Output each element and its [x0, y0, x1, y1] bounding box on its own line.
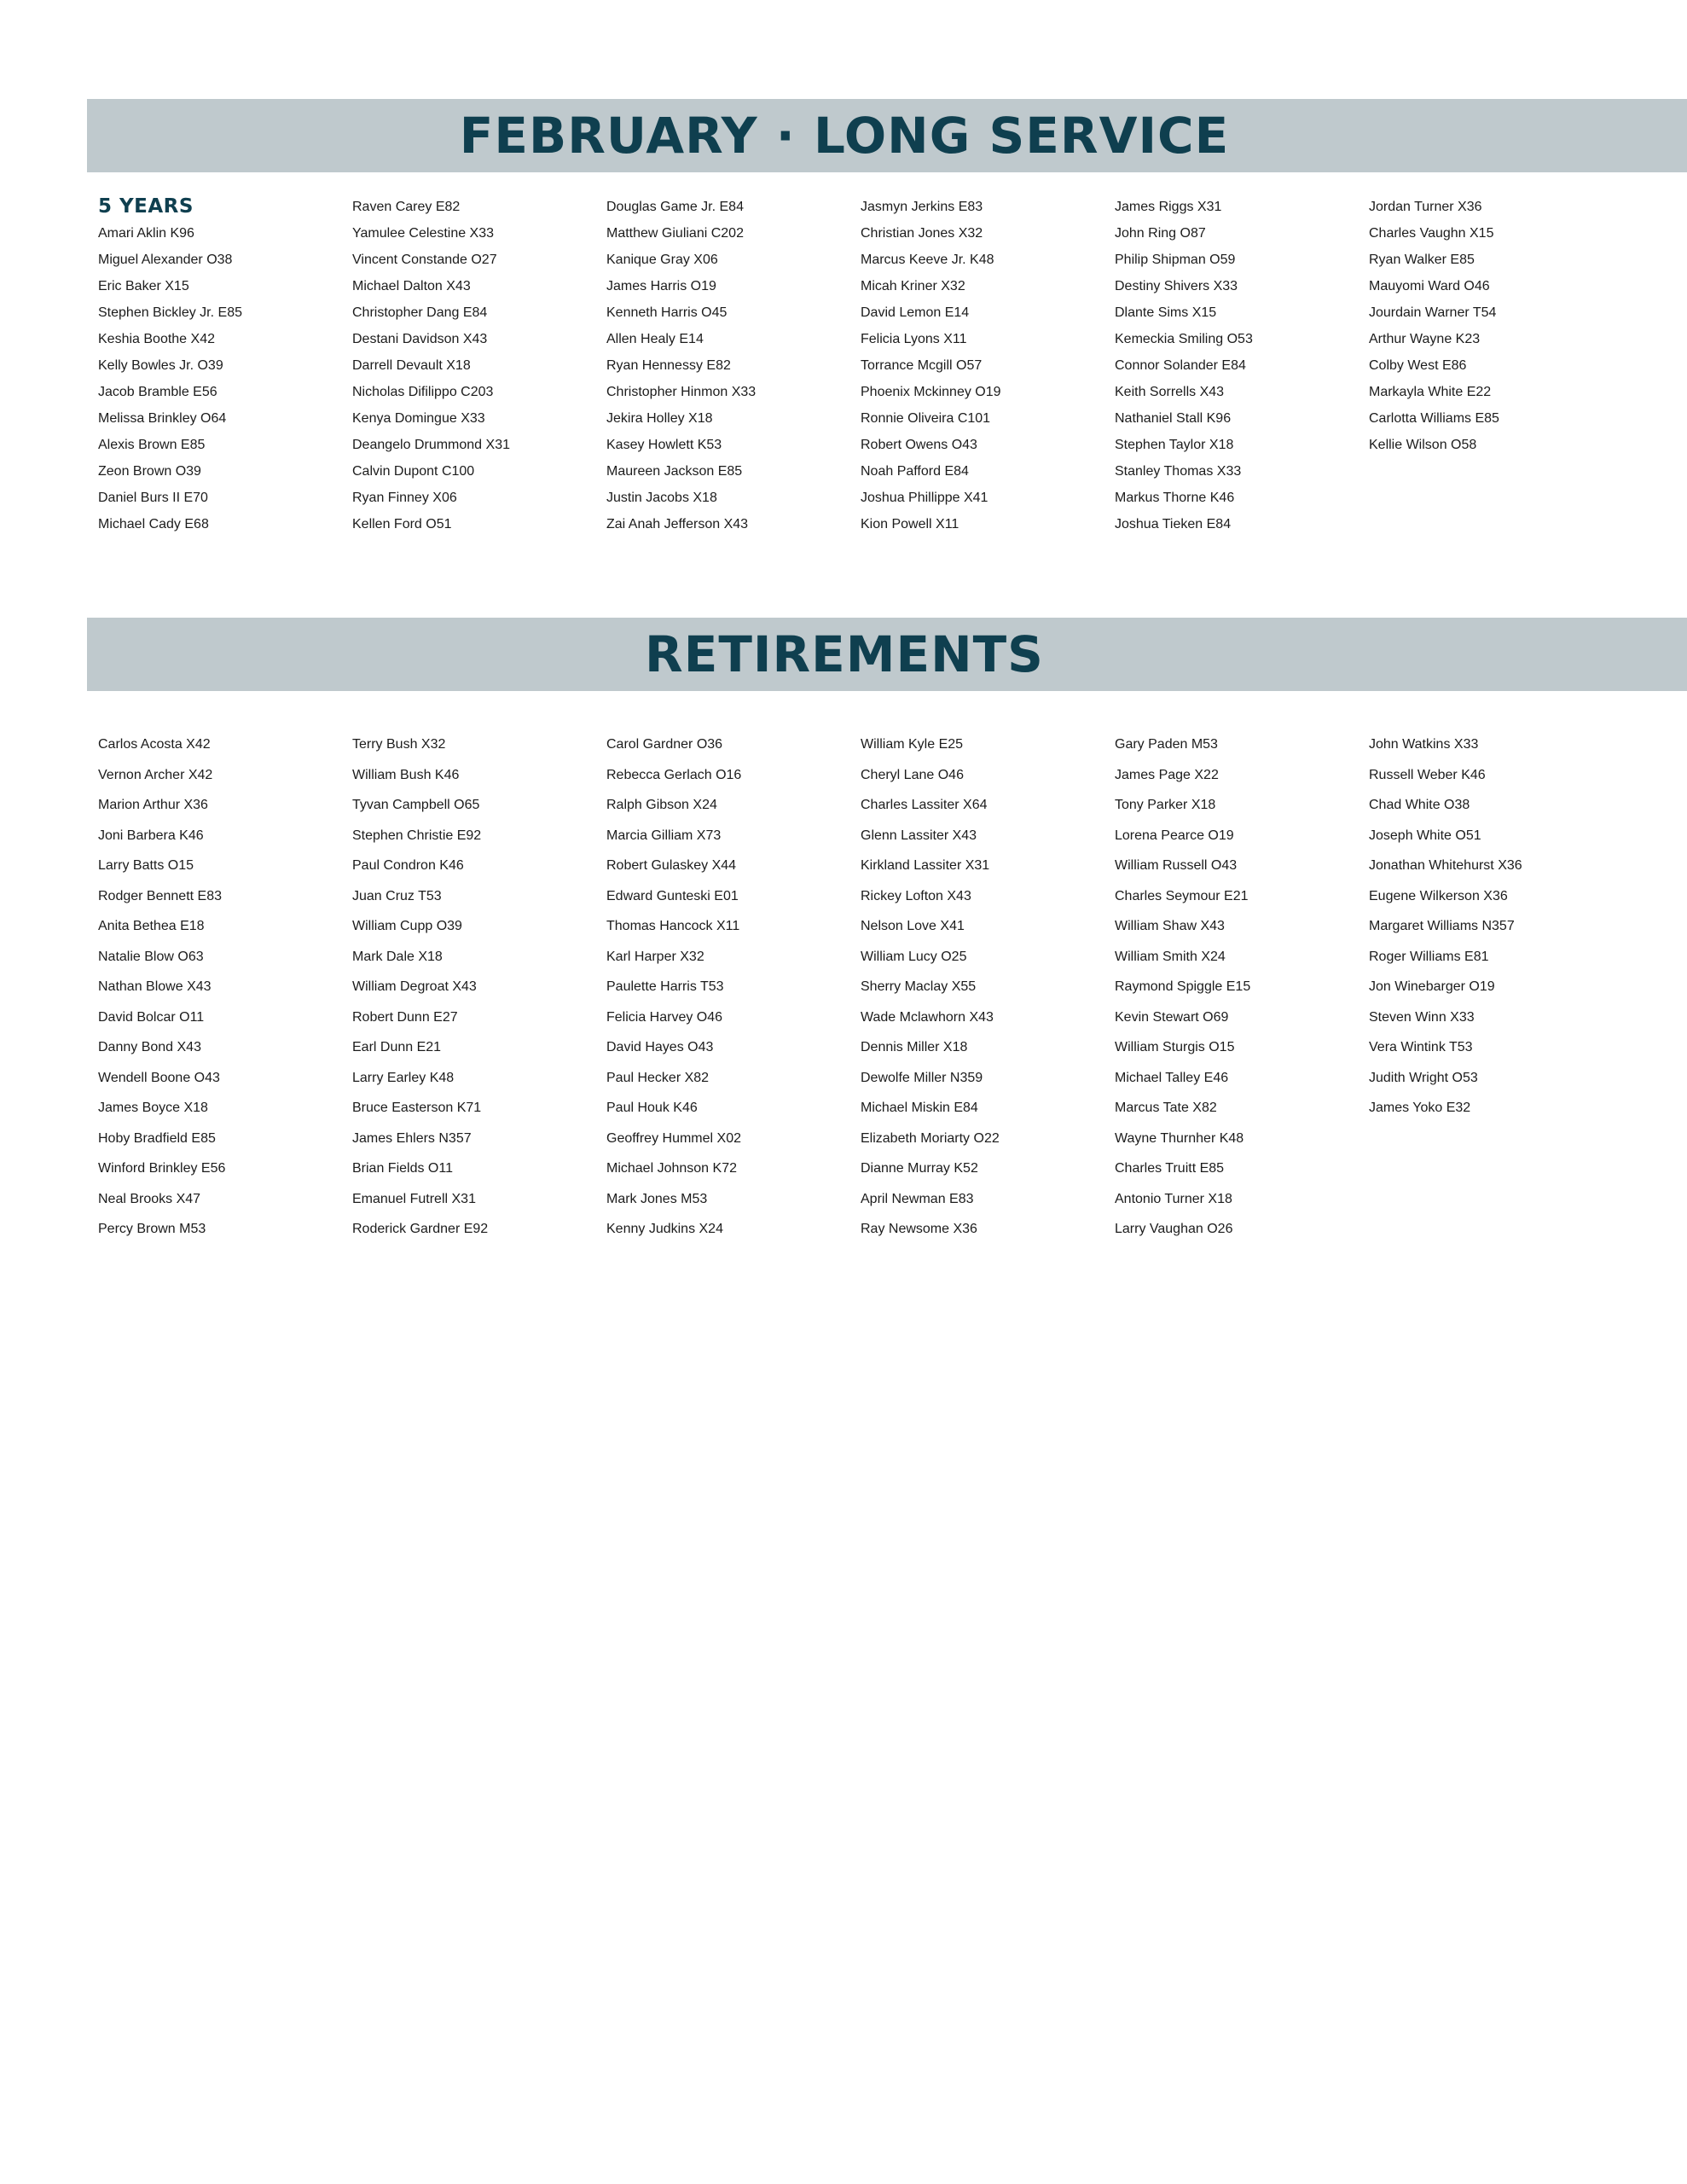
employee-entry: Stanley Thomas X33 — [1115, 464, 1242, 479]
retiree-entry: Steven Winn X33 — [1369, 1009, 1475, 1025]
retirements-column — [1369, 729, 1623, 1245]
retiree-entry: Marcus Tate X82 — [1115, 1101, 1217, 1115]
employee-entry: Ryan Walker E85 — [1369, 253, 1475, 267]
retirements-column — [861, 729, 1115, 1245]
retiree-entry: Carol Gardner O36 — [606, 737, 723, 752]
retiree-entry: Robert Gulaskey X44 — [606, 858, 737, 873]
retiree-entry: William Degroat X43 — [352, 979, 477, 994]
employee-entry: Alexis Brown E85 — [98, 438, 206, 452]
employee-entry: Allen Healy E14 — [606, 332, 704, 346]
retiree-entry: Rodger Bennett E83 — [98, 888, 222, 903]
retiree-entry: Tyvan Campbell O65 — [352, 798, 480, 812]
employee-entry: Torrance Mcgill O57 — [861, 358, 983, 373]
employee-entry: Kenneth Harris O45 — [606, 305, 728, 320]
employee-entry: Nicholas Difilippo C203 — [352, 385, 494, 399]
retiree-entry: Jon Winebarger O19 — [1369, 979, 1495, 994]
retiree-entry: Ralph Gibson X24 — [606, 798, 717, 812]
retiree-entry: William Kyle E25 — [861, 737, 964, 752]
retiree-entry: Thomas Hancock X11 — [606, 919, 740, 933]
employee-entry: Eric Baker X15 — [98, 279, 189, 293]
retiree-entry: Michael Talley E46 — [1115, 1070, 1229, 1085]
retiree-entry: Danny Bond X43 — [98, 1040, 201, 1054]
retiree-entry: Russell Weber K46 — [1369, 767, 1486, 782]
retiree-entry: Eugene Wilkerson X36 — [1369, 888, 1508, 903]
employee-entry: Miguel Alexander O38 — [98, 253, 233, 267]
retiree-entry: Jonathan Whitehurst X36 — [1369, 858, 1522, 873]
retiree-entry: Joseph White O51 — [1369, 828, 1481, 843]
retiree-entry: Paul Hecker X82 — [606, 1070, 710, 1085]
retiree-entry: Michael Johnson K72 — [606, 1161, 737, 1176]
employee-entry: Amari Aklin K96 — [98, 226, 194, 241]
retiree-entry: Tony Parker X18 — [1115, 798, 1216, 812]
retiree-entry: Chad White O38 — [1369, 798, 1470, 812]
retiree-entry: Earl Dunn E21 — [352, 1040, 442, 1054]
retiree-entry: Antonio Turner X18 — [1115, 1191, 1232, 1206]
employee-entry: Jacob Bramble E56 — [98, 385, 217, 399]
employee-entry: James Riggs X31 — [1115, 200, 1222, 214]
retiree-entry: James Yoko E32 — [1369, 1101, 1471, 1115]
employee-entry: Jekira Holley X18 — [606, 411, 713, 426]
employee-entry: Jourdain Warner T54 — [1369, 305, 1497, 320]
employee-entry: Noah Pafford E84 — [861, 464, 969, 479]
employee-entry: Stephen Taylor X18 — [1115, 438, 1234, 452]
retiree-entry: Ray Newsome X36 — [861, 1222, 977, 1236]
retiree-entry: Michael Miskin E84 — [861, 1101, 978, 1115]
retiree-entry: Vernon Archer X42 — [98, 767, 213, 782]
retiree-entry: Kevin Stewart O69 — [1115, 1009, 1229, 1025]
employee-entry: Jasmyn Jerkins E83 — [861, 200, 983, 214]
employee-entry: Destani Davidson X43 — [352, 332, 488, 346]
retiree-entry: Felicia Harvey O46 — [606, 1009, 723, 1025]
retiree-entry: Charles Seymour E21 — [1115, 888, 1249, 903]
employee-entry: Kasey Howlett K53 — [606, 438, 722, 452]
employee-entry: Nathaniel Stall K96 — [1115, 411, 1232, 426]
retiree-entry: David Bolcar O11 — [98, 1009, 205, 1025]
five-years-subheading: 5 YEARS — [98, 195, 194, 218]
employee-entry: Calvin Dupont C100 — [352, 464, 475, 479]
employee-entry: Matthew Giuliani C202 — [606, 226, 744, 241]
employee-entry: Stephen Bickley Jr. E85 — [98, 305, 242, 320]
retiree-entry: Joni Barbera K46 — [98, 828, 204, 843]
employee-entry: Melissa Brinkley O64 — [98, 411, 227, 426]
retiree-entry: Percy Brown M53 — [98, 1222, 206, 1236]
employee-entry: Michael Dalton X43 — [352, 279, 471, 293]
employee-entry: David Lemon E14 — [861, 305, 970, 320]
retiree-entry: Margaret Williams N357 — [1369, 919, 1515, 933]
retiree-entry: Nelson Love X41 — [861, 919, 965, 933]
long-service-column — [861, 194, 1115, 537]
long-service-title: FEBRUARY · LONG SERVICE — [459, 107, 1230, 165]
retiree-entry: Vera Wintink T53 — [1369, 1040, 1473, 1054]
retiree-entry: Sherry Maclay X55 — [861, 979, 977, 994]
retiree-entry: Gary Paden M53 — [1115, 737, 1218, 752]
long-service-column — [352, 194, 606, 537]
retiree-entry: Raymond Spiggle E15 — [1115, 979, 1251, 994]
employee-entry: Philip Shipman O59 — [1115, 253, 1236, 267]
retiree-entry: Juan Cruz T53 — [352, 888, 442, 903]
retiree-entry: John Watkins X33 — [1369, 737, 1479, 752]
long-service-column — [1115, 194, 1369, 537]
retiree-entry: William Lucy O25 — [861, 949, 967, 964]
retiree-entry: Robert Dunn E27 — [352, 1009, 458, 1025]
retiree-entry: James Boyce X18 — [98, 1101, 208, 1115]
retiree-entry: William Bush K46 — [352, 767, 460, 782]
retirements-list — [98, 729, 1623, 1245]
employee-entry: Justin Jacobs X18 — [606, 491, 717, 505]
employee-entry: Ryan Hennessy E82 — [606, 358, 731, 373]
employee-entry: James Harris O19 — [606, 279, 716, 293]
employee-entry: Kenya Domingue X33 — [352, 411, 485, 426]
retiree-entry: Paulette Harris T53 — [606, 979, 724, 994]
employee-entry: Zai Anah Jefferson X43 — [606, 517, 749, 531]
employee-entry: Connor Solander E84 — [1115, 358, 1246, 373]
employee-entry: John Ring O87 — [1115, 226, 1206, 241]
employee-entry: Vincent Constande O27 — [352, 253, 497, 267]
employee-entry: Colby West E86 — [1369, 358, 1467, 373]
retiree-entry: Charles Truitt E85 — [1115, 1161, 1225, 1176]
retiree-entry: William Smith X24 — [1115, 949, 1226, 964]
employee-entry: Raven Carey E82 — [352, 200, 461, 214]
employee-entry: Robert Owens O43 — [861, 438, 977, 452]
employee-entry: Keith Sorrells X43 — [1115, 385, 1225, 399]
employee-entry: Charles Vaughn X15 — [1369, 226, 1494, 241]
retirements-column — [606, 729, 861, 1245]
employee-entry: Christopher Hinmon X33 — [606, 385, 757, 399]
employee-entry: Christian Jones X32 — [861, 226, 983, 241]
retiree-entry: Terry Bush X32 — [352, 737, 446, 752]
long-service-column — [98, 194, 352, 537]
long-service-banner — [87, 99, 1687, 172]
retiree-entry: Dewolfe Miller N359 — [861, 1070, 983, 1085]
retiree-entry: William Shaw X43 — [1115, 919, 1225, 933]
retirements-banner — [87, 618, 1687, 691]
retiree-entry: Rebecca Gerlach O16 — [606, 767, 742, 782]
retiree-entry: Kenny Judkins X24 — [606, 1222, 723, 1236]
employee-entry: Mauyomi Ward O46 — [1369, 279, 1490, 293]
retiree-entry: Lorena Pearce O19 — [1115, 828, 1234, 843]
long-service-column — [606, 194, 861, 537]
employee-entry: Christopher Dang E84 — [352, 305, 488, 320]
long-service-column — [1369, 194, 1623, 537]
retiree-entry: Judith Wright O53 — [1369, 1070, 1478, 1085]
retiree-entry: Bruce Easterson K71 — [352, 1101, 482, 1115]
employee-entry: Arthur Wayne K23 — [1369, 332, 1481, 346]
retiree-entry: Marion Arthur X36 — [98, 798, 208, 812]
retiree-entry: Emanuel Futrell X31 — [352, 1191, 476, 1206]
retirements-column — [352, 729, 606, 1245]
employee-entry: Kion Powell X11 — [861, 517, 959, 531]
retiree-entry: Paul Condron K46 — [352, 858, 464, 873]
retiree-entry: Winford Brinkley E56 — [98, 1161, 226, 1176]
employee-entry: Yamulee Celestine X33 — [352, 226, 495, 241]
employee-entry: Keshia Boothe X42 — [98, 332, 215, 346]
employee-entry: Destiny Shivers X33 — [1115, 279, 1238, 293]
retiree-entry: Charles Lassiter X64 — [861, 798, 988, 812]
employee-entry: Markayla White E22 — [1369, 385, 1492, 399]
retiree-entry: Mark Jones M53 — [606, 1191, 708, 1206]
retiree-entry: Glenn Lassiter X43 — [861, 828, 977, 843]
employee-entry: Carlotta Williams E85 — [1369, 411, 1499, 426]
employee-entry: Jordan Turner X36 — [1369, 200, 1482, 214]
employee-entry: Ryan Finney X06 — [352, 491, 457, 505]
employee-entry: Kanique Gray X06 — [606, 253, 718, 267]
retiree-entry: Nathan Blowe X43 — [98, 979, 212, 994]
employee-entry: Joshua Tieken E84 — [1115, 517, 1232, 531]
retiree-entry: Cheryl Lane O46 — [861, 767, 964, 782]
retiree-entry: Natalie Blow O63 — [98, 949, 204, 964]
employee-entry: Kemeckia Smiling O53 — [1115, 332, 1253, 346]
employee-entry: Daniel Burs II E70 — [98, 491, 208, 505]
retiree-entry: Dianne Murray K52 — [861, 1161, 978, 1176]
employee-entry: Deangelo Drummond X31 — [352, 438, 510, 452]
retiree-entry: William Russell O43 — [1115, 858, 1238, 873]
retiree-entry: Wade Mclawhorn X43 — [861, 1009, 994, 1025]
employee-entry: Michael Cady E68 — [98, 517, 209, 531]
retiree-entry: David Hayes O43 — [606, 1040, 714, 1054]
retiree-entry: William Cupp O39 — [352, 919, 462, 933]
retiree-entry: Roger Williams E81 — [1369, 949, 1489, 964]
employee-entry: Markus Thorne K46 — [1115, 491, 1235, 505]
employee-entry: Dlante Sims X15 — [1115, 305, 1217, 320]
retiree-entry: Wayne Thurnher K48 — [1115, 1130, 1244, 1146]
retiree-entry: Marcia Gilliam X73 — [606, 828, 722, 843]
retiree-entry: Anita Bethea E18 — [98, 919, 205, 933]
employee-entry: Felicia Lyons X11 — [861, 332, 967, 346]
retirements-title: RETIREMENTS — [645, 625, 1044, 683]
retirements-column — [98, 729, 352, 1245]
retiree-entry: William Sturgis O15 — [1115, 1040, 1235, 1054]
long-service-list — [98, 194, 1623, 537]
employee-entry: Zeon Brown O39 — [98, 464, 201, 479]
retiree-entry: Neal Brooks X47 — [98, 1191, 201, 1206]
retiree-entry: Karl Harper X32 — [606, 949, 704, 964]
retiree-entry: Stephen Christie E92 — [352, 828, 482, 843]
employee-entry: Kelly Bowles Jr. O39 — [98, 358, 223, 373]
retiree-entry: Brian Fields O11 — [352, 1161, 453, 1176]
employee-entry: Kellen Ford O51 — [352, 517, 452, 531]
retiree-entry: Wendell Boone O43 — [98, 1070, 220, 1085]
retiree-entry: Paul Houk K46 — [606, 1101, 698, 1115]
retirements-column — [1115, 729, 1369, 1245]
retiree-entry: Carlos Acosta X42 — [98, 737, 211, 752]
retiree-entry: Geoffrey Hummel X02 — [606, 1130, 741, 1146]
employee-entry: Phoenix Mckinney O19 — [861, 385, 1001, 399]
retiree-entry: April Newman E83 — [861, 1191, 974, 1206]
retiree-entry: James Ehlers N357 — [352, 1130, 472, 1146]
retiree-entry: Roderick Gardner E92 — [352, 1222, 489, 1236]
retiree-entry: James Page X22 — [1115, 767, 1219, 782]
retiree-entry: Larry Vaughan O26 — [1115, 1222, 1233, 1236]
employee-entry: Marcus Keeve Jr. K48 — [861, 253, 994, 267]
retiree-entry: Mark Dale X18 — [352, 949, 443, 964]
retiree-entry: Elizabeth Moriarty O22 — [861, 1130, 1000, 1146]
retiree-entry: Kirkland Lassiter X31 — [861, 858, 990, 873]
employee-entry: Kellie Wilson O58 — [1369, 438, 1477, 452]
employee-entry: Joshua Phillippe X41 — [861, 491, 988, 505]
employee-entry: Douglas Game Jr. E84 — [606, 200, 744, 214]
retiree-entry: Hoby Bradfield E85 — [98, 1130, 216, 1146]
employee-entry: Maureen Jackson E85 — [606, 464, 743, 479]
retiree-entry: Larry Earley K48 — [352, 1070, 455, 1085]
employee-entry: Ronnie Oliveira C101 — [861, 411, 991, 426]
employee-entry: Micah Kriner X32 — [861, 279, 965, 293]
retiree-entry: Larry Batts O15 — [98, 858, 194, 873]
retiree-entry: Rickey Lofton X43 — [861, 888, 971, 903]
retiree-entry: Edward Gunteski E01 — [606, 888, 739, 903]
retiree-entry: Dennis Miller X18 — [861, 1040, 968, 1054]
employee-entry: Darrell Devault X18 — [352, 358, 471, 373]
